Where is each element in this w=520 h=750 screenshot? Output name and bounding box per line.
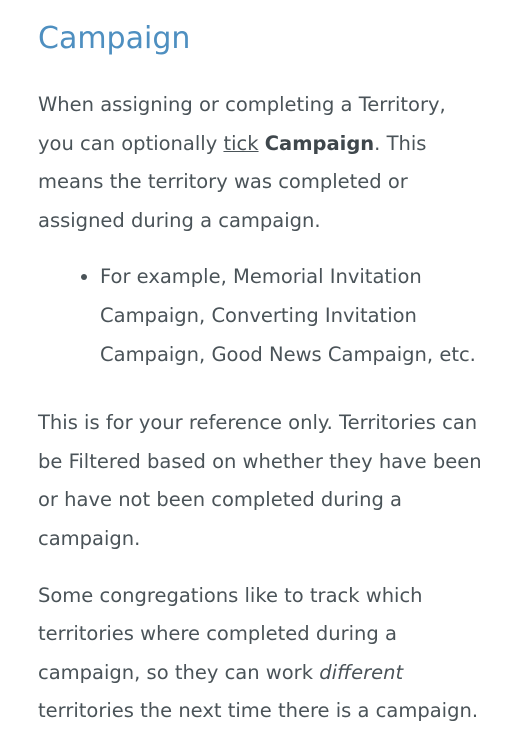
intro-text-start: When assigning or completing a Territory, you can optionally (38, 93, 446, 155)
reference-paragraph: This is for your reference only. Territories can be Filtered based on whether they have been or have not been completed during a campaign. (38, 411, 482, 550)
intro-text-end: . This means the territory was completed or assigned during a campaign. (38, 131, 427, 232)
list-item: • For example, Memorial Invitation Campaign, Converting Invitation Campaign, Good News Campaign, etc. (100, 258, 482, 374)
congregation-text-start: Some congregations like to track which territories where completed during a campaign, so they can work (38, 583, 423, 684)
campaign-intro-paragraph (38, 86, 482, 240)
congregation-paragraph (38, 577, 482, 731)
section-heading: Campaign (38, 21, 191, 56)
tick-term: tick (223, 131, 259, 155)
different-term: different (319, 660, 404, 684)
congregation-text-end: territories the next time there is a campaign. (38, 699, 479, 723)
campaign-term: Campaign (264, 131, 375, 155)
example-list (38, 258, 482, 374)
